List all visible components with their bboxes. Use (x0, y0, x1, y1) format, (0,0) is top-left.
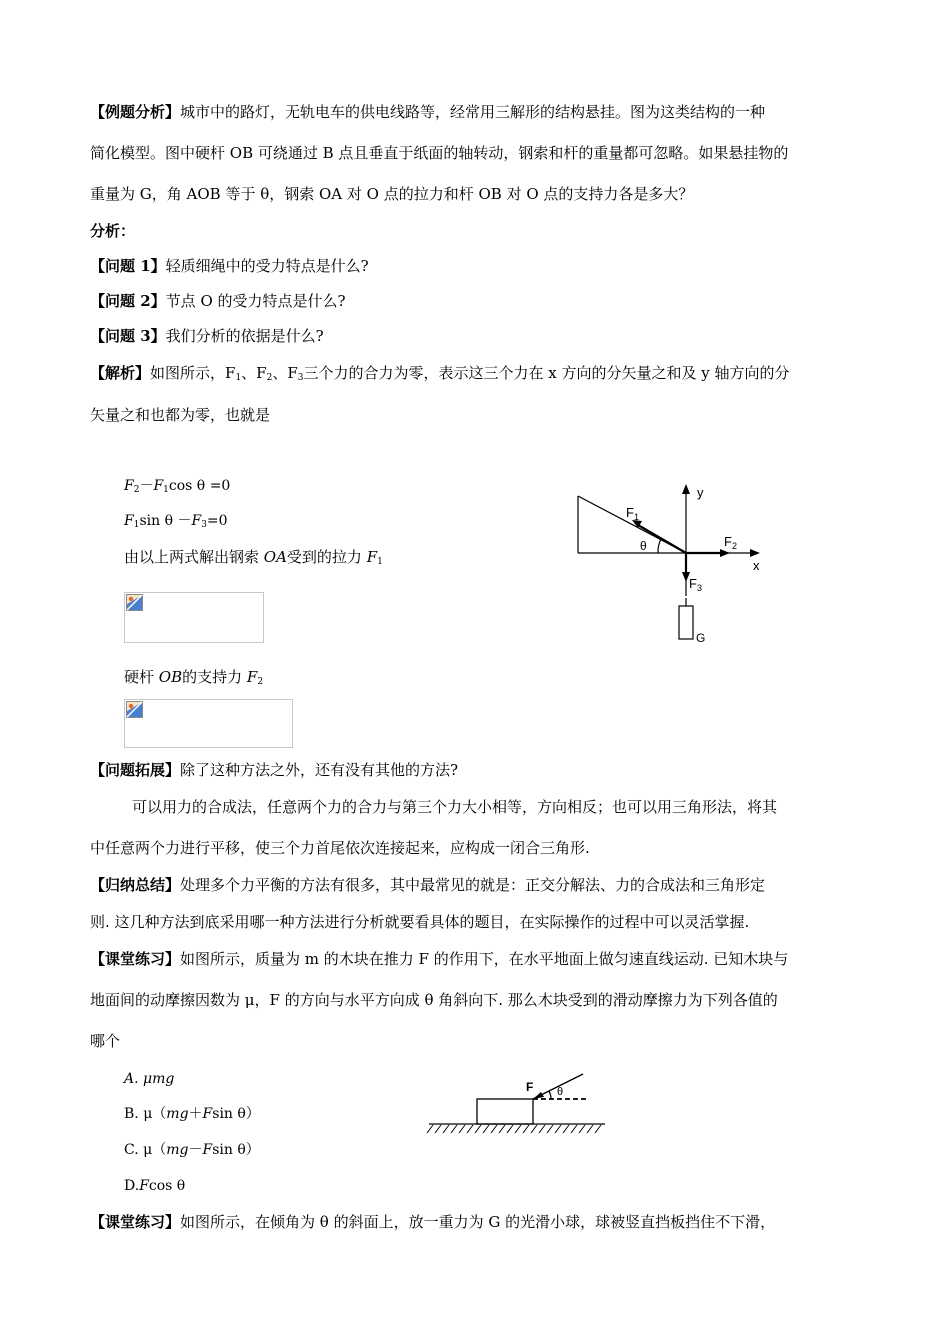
practice2-line1 (90, 1212, 775, 1232)
f3-letter: F (689, 576, 697, 591)
eq2-sub1: 1 (133, 520, 140, 530)
block-diagram (425, 1072, 610, 1138)
wood-block (477, 1099, 533, 1124)
solve2-f: F (246, 668, 258, 686)
solve1-f: F (366, 548, 378, 566)
practice1-text-1: 如图所示，质量为 m 的木块在推力 F 的作用下，在水平地面上做匀速直线运动. 已知木块与 (180, 950, 789, 968)
question-2-text: 节点 O 的受力特点是什么? (165, 292, 346, 310)
solution-text-b: 、F (241, 364, 267, 382)
solution-sub3: 3 (297, 373, 304, 383)
option-a[interactable]: A. μmg (124, 1071, 175, 1087)
solution-line2: 矢量之和也都为零，也就是 (90, 406, 271, 424)
summary-line2: 则. 这几种方法到底采用哪一种方法进行分析就要看具体的题目，在实际操作的过程中可以灵活掌握. (90, 913, 750, 931)
option-c-rest: sin θ） (212, 1142, 260, 1158)
option-b-rest: sin θ） (212, 1106, 260, 1122)
extension-text: 除了这种方法之外，还有没有其他的方法? (180, 761, 459, 779)
option-c-minus: － (188, 1142, 203, 1158)
solve2-sub: 2 (257, 677, 264, 687)
question-2-tag: 【问题 2】 (90, 292, 166, 310)
equation-2 (124, 511, 228, 531)
solve1-text-b: 受到的拉力 (286, 548, 367, 566)
solve1-text-a: 由以上两式解出钢索 (124, 548, 264, 566)
eq2-f3: F (191, 513, 202, 529)
eq2-rest: =0 (206, 513, 228, 529)
option-d[interactable] (124, 1176, 185, 1196)
theta-label: θ (640, 539, 647, 553)
eq1-sub2: 2 (133, 485, 140, 495)
eq1-f1: F (153, 478, 164, 494)
question-2 (90, 291, 346, 311)
g-label: G (696, 631, 706, 645)
option-c[interactable] (124, 1140, 260, 1160)
question-1-tag: 【问题 1】 (90, 257, 166, 275)
example-paragraph-line1 (90, 102, 765, 122)
solution-line1 (90, 363, 790, 383)
summary-tag: 【归纳总结】 (90, 876, 181, 894)
question-3-tag: 【问题 3】 (90, 327, 166, 345)
solution-sub2: 2 (266, 373, 273, 383)
eq2-mid: sin θ － (139, 513, 192, 529)
summary-line1 (90, 875, 765, 895)
solve2-text-a: 硬杆 (124, 668, 159, 686)
option-d-text-a: D. (124, 1178, 140, 1194)
question-3 (90, 326, 324, 346)
practice2-tag: 【课堂练习】 (90, 1213, 181, 1231)
solution-sub1: 1 (235, 373, 242, 383)
eq1-minus: － (139, 478, 154, 494)
question-1-text: 轻质细绳中的受力特点是什么? (165, 257, 369, 275)
formula-image-placeholder-1 (124, 592, 264, 643)
eq2-f1: F (124, 513, 134, 529)
practice2-text-1: 如图所示，在倾角为 θ 的斜面上，放一重力为 G 的光滑小球，球被竖直挡板挡住不下滑， (180, 1213, 776, 1231)
solution-text-a: 如图所示，F (150, 364, 236, 382)
f1-letter: F (626, 505, 634, 520)
example-paragraph-line3: 重量为 G，角 AOB 等于 θ，钢索 OA 对 O 点的拉力和杆 OB 对 O 点的支持力各是多大？ (90, 185, 694, 203)
option-b-text-a: B. μ（ (124, 1106, 167, 1122)
f3-label (689, 576, 702, 593)
solution-tag: 【解析】 (90, 364, 151, 382)
x-axis-label: x (753, 558, 760, 573)
option-d-f: F (139, 1178, 149, 1194)
f1-sub: 1 (633, 512, 639, 522)
y-axis-label: y (697, 485, 704, 500)
example-tag: 【例题分析】 (90, 103, 181, 121)
eq2-sub3: 3 (201, 520, 207, 530)
f2-letter: F (724, 534, 732, 549)
extension-line (90, 760, 458, 780)
eq1-sub1: 1 (163, 485, 169, 495)
force-f-label: F (526, 1080, 534, 1094)
practice1-line2: 地面间的动摩擦因数为 μ，F 的方向与水平方向成 θ 角斜向下. 那么木块受到的滑动摩擦力为下列各值的 (90, 991, 778, 1009)
example-text-1: 城市中的路灯，无轨电车的供电线路等，经常用三解形的结构悬挂。图为这类结构的一种 (180, 103, 766, 121)
solution-text-d: 三个力的合力为零，表示这三个力在 x 方向的分矢量之和及 y 轴方向的分 (303, 364, 790, 382)
analysis-label: 分析： (90, 222, 136, 240)
theta-arc (658, 539, 661, 553)
option-c-mg: mg (166, 1142, 189, 1158)
f2-sub: 2 (731, 541, 737, 551)
solve2-text-b: 的支持力 (182, 668, 247, 686)
summary-text-1: 处理多个力平衡的方法有很多，其中最常见的就是：正交分解法、力的合成法和三角形定 (180, 876, 766, 894)
weight-block (679, 606, 693, 639)
solve-support-line (124, 667, 263, 687)
eq1-rest: cos θ =0 (168, 478, 231, 494)
option-b-mg: mg (166, 1106, 189, 1122)
y-arrow-icon (682, 484, 690, 494)
solve1-sub: 1 (377, 557, 383, 567)
broken-image-icon (126, 701, 143, 718)
solve-tension-line (124, 547, 383, 567)
option-b-f: F (202, 1106, 213, 1122)
theta-label-2: θ (557, 1086, 564, 1098)
f2-label (724, 534, 737, 551)
f1-label (626, 505, 639, 522)
force-arrow-icon (533, 1092, 544, 1099)
option-c-text-a: C. μ（ (124, 1142, 167, 1158)
question-1 (90, 256, 369, 276)
extension-para-1: 可以用力的合成法，任意两个力的合力与第三个力大小相等，方向相反；也可以用三角形法，将其 (132, 798, 778, 816)
solve1-oa: OA (263, 548, 287, 566)
option-c-f: F (202, 1142, 213, 1158)
broken-image-icon (126, 594, 143, 611)
f3-sub: 3 (696, 583, 702, 593)
practice1-line1 (90, 949, 788, 969)
formula-image-placeholder-2 (124, 699, 293, 748)
question-3-text: 我们分析的依据是什么? (165, 327, 324, 345)
force-diagram (570, 478, 775, 648)
extension-tag: 【问题拓展】 (90, 761, 181, 779)
x-arrow-icon (750, 549, 760, 557)
option-d-rest: cos θ (148, 1178, 186, 1194)
practice1-line3: 哪个 (90, 1032, 121, 1050)
equation-1 (124, 476, 230, 496)
practice1-tag: 【课堂练习】 (90, 950, 181, 968)
eq1-f2: F (124, 478, 134, 494)
solve2-ob: OB (158, 668, 183, 686)
theta-arc-2 (549, 1091, 551, 1099)
option-b[interactable] (124, 1104, 260, 1124)
extension-para-2: 中任意两个力进行平移，使三个力首尾依次连接起来，应构成一闭合三角形. (90, 839, 590, 857)
option-b-plus: ＋ (188, 1106, 203, 1122)
example-paragraph-line2: 简化模型。图中硬杆 OB 可绕通过 B 点且垂直于纸面的轴转动，钢索和杆的重量都可忽略。如果悬挂物的 (90, 144, 789, 162)
solution-text-c: 、F (272, 364, 298, 382)
